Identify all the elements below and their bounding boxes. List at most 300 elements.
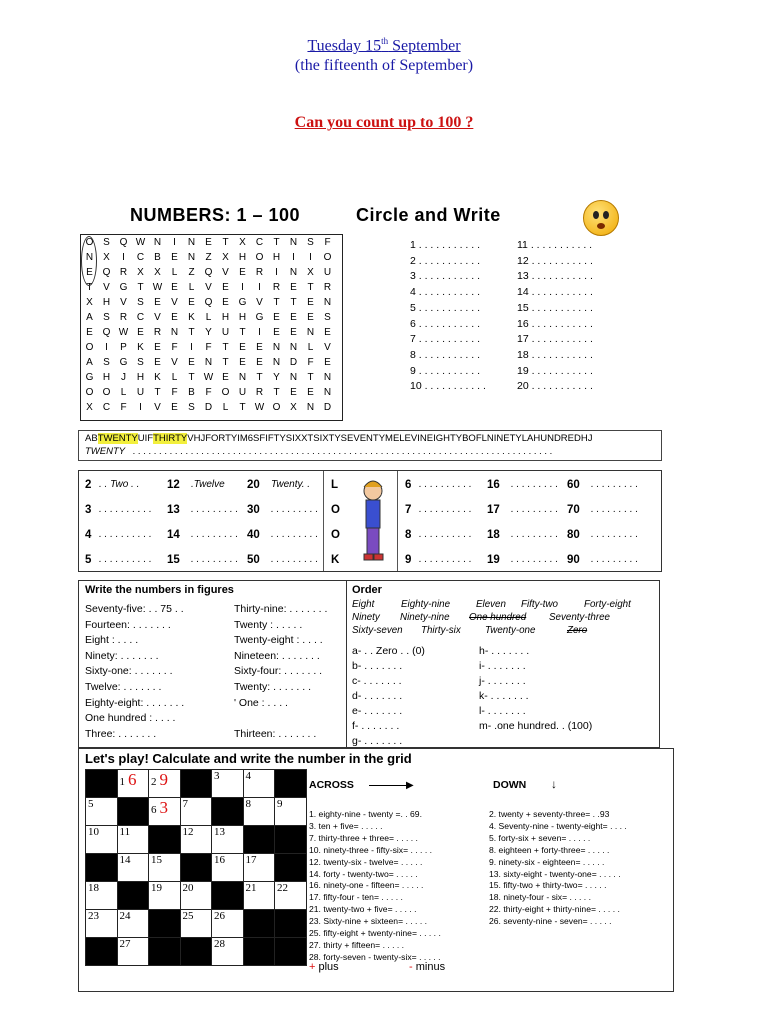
wordsearch-letter[interactable]: F — [171, 387, 178, 398]
wordsearch-letter[interactable]: X — [290, 402, 297, 413]
crossword-clue: 4. Seventy-nine - twenty-eight= . . . . — [489, 820, 627, 831]
wordsearch-letter[interactable]: X — [222, 252, 229, 263]
crossword-cell[interactable] — [212, 854, 244, 882]
wordsearch-letter[interactable]: H — [221, 312, 230, 323]
count-cell: . . . . . . . . . — [511, 554, 559, 565]
wordsearch-letter[interactable]: O — [85, 342, 94, 353]
crossword-clue-number: 1 — [119, 776, 125, 788]
text-line: k- . . . . . . . — [479, 690, 529, 702]
wordsearch-grid — [80, 234, 343, 421]
wordsearch-letter[interactable]: Y — [205, 327, 212, 338]
wordsearch-letter[interactable]: Q — [204, 297, 213, 308]
crossword-clue-number: 26 — [214, 910, 225, 922]
wordsearch-letter[interactable]: G — [85, 372, 94, 383]
wordsearch-letter[interactable]: R — [255, 387, 264, 398]
text-line: Sixty-four: . . . . . . . — [234, 665, 323, 678]
wordsearch-letter[interactable]: N — [289, 237, 298, 248]
wordsearch-letter[interactable]: W — [135, 237, 146, 248]
wordsearch-letter[interactable]: N — [238, 372, 247, 383]
wordsearch-letter[interactable]: N — [187, 252, 196, 263]
count-cell: . . . . . . . . . — [591, 504, 639, 515]
count-cell: 19 — [487, 554, 500, 566]
crossword-clue: 26. seventy-nine - seven= . . . . . — [489, 916, 612, 927]
text-line: Twenty-eight : . . . . — [234, 634, 323, 647]
crossword-cell[interactable] — [86, 798, 118, 826]
wordsearch-letter[interactable]: N — [204, 357, 213, 368]
wordsearch-letter[interactable]: E — [239, 357, 246, 368]
crossword-title: Let's play! Calculate and write the number in the grid — [85, 751, 412, 766]
wordsearch-letter[interactable]: U — [136, 387, 145, 398]
wordsearch-letter[interactable]: J — [121, 372, 126, 383]
wordsearch-letter[interactable]: E — [154, 357, 161, 368]
wordsearch-letter[interactable]: V — [171, 357, 178, 368]
wordsearch-letter[interactable]: F — [205, 387, 212, 398]
wordsearch-letter[interactable]: T — [188, 372, 195, 383]
crossword-clue-number: 28 — [214, 938, 225, 950]
strip-answer: TWENTY — [85, 446, 126, 457]
wordsearch-letter[interactable]: E — [137, 327, 144, 338]
wordsearch-letter[interactable]: R — [119, 312, 128, 323]
wordsearch-table — [81, 235, 336, 415]
wordsearch-letter[interactable]: C — [255, 237, 264, 248]
crossword-clue-number: 25 — [182, 910, 194, 922]
crossword-answer: 9 — [159, 770, 168, 789]
wordsearch-letter[interactable]: E — [171, 252, 178, 263]
crossword-grid — [85, 769, 307, 966]
wordsearch-letter[interactable]: G — [255, 312, 264, 323]
wordsearch-letter[interactable]: I — [122, 252, 125, 263]
wordsearch-letter[interactable]: O — [272, 402, 281, 413]
wordsearch-letter[interactable]: N — [289, 342, 298, 353]
wordsearch-letter[interactable]: L — [205, 312, 212, 323]
wordsearch-letter[interactable]: Q — [102, 327, 111, 338]
down-clues — [489, 809, 627, 928]
crossword-clue-number: 24 — [119, 910, 131, 922]
wordsearch-letter[interactable]: T — [222, 237, 229, 248]
wordsearch-letter[interactable]: E — [256, 357, 263, 368]
crossword-cell[interactable] — [275, 798, 307, 826]
wordsearch-letter[interactable]: I — [173, 237, 176, 248]
plus-label: plus — [318, 961, 339, 973]
wordsearch-letter[interactable]: E — [154, 342, 161, 353]
across-arrow-icon — [369, 785, 409, 786]
wordsearch-letter[interactable]: L — [171, 372, 178, 383]
wordsearch-letter[interactable]: S — [103, 237, 110, 248]
wordsearch-letter[interactable]: E — [290, 327, 297, 338]
wordsearch-letter[interactable]: E — [171, 402, 178, 413]
crossword-cell[interactable] — [180, 798, 212, 826]
count-cell: . . . . . . . . . — [511, 479, 559, 490]
wordsearch-row — [81, 325, 336, 340]
wordsearch-letter[interactable]: W — [152, 282, 163, 293]
wordsearch-letter[interactable]: E — [222, 372, 229, 383]
crossword-cell[interactable] — [212, 938, 244, 966]
wordsearch-letter[interactable]: R — [272, 282, 281, 293]
wordsearch-letter[interactable]: E — [86, 267, 93, 278]
crossword-cell[interactable] — [117, 826, 149, 854]
wordsearch-letter[interactable]: V — [222, 267, 229, 278]
wordsearch-letter[interactable]: O — [85, 237, 94, 248]
count-cell: Twenty. . — [271, 479, 311, 490]
text-line: h- . . . . . . . — [479, 645, 530, 657]
count-cell: . . . . . . . . . — [591, 479, 639, 490]
wordsearch-letter[interactable]: L — [222, 402, 229, 413]
wordsearch-letter[interactable]: I — [241, 282, 244, 293]
wordsearch-letter[interactable]: F — [120, 402, 127, 413]
wordsearch-letter[interactable]: S — [307, 237, 314, 248]
date-text: Tuesday 15 — [307, 37, 382, 55]
wordsearch-letter[interactable]: C — [136, 252, 145, 263]
text-line: Twelve: . . . . . . . — [85, 681, 162, 693]
wordsearch-letter[interactable]: V — [171, 297, 178, 308]
crossword-clue-number: 2 — [151, 776, 157, 788]
wordsearch-letter[interactable]: T — [256, 372, 263, 383]
text-line: Nineteen: . . . . . . . — [234, 649, 320, 662]
wordsearch-letter[interactable]: T — [307, 282, 314, 293]
strip-dots: . . . . . . . . . . . . . . . . . . . . . . . . . . . . . . . . . . . . . . . . . . . . . . . . . . . . . . . . . . . . . . . . . . . . . . . . . . . . . . . . — [133, 446, 553, 457]
wordsearch-letter[interactable]: F — [307, 357, 314, 368]
crossword-cell[interactable] — [149, 798, 181, 826]
count-cell: . . . . . . . . . . — [419, 529, 472, 540]
wordsearch-letter[interactable]: O — [255, 252, 264, 263]
crossword-clue: 28. forty-seven - twenty-six= . . . . . — [309, 951, 441, 962]
crossword-black-cell — [86, 938, 118, 966]
wordsearch-letter[interactable]: I — [258, 282, 261, 293]
crossword-clue: 12. twenty-six - twelve= . . . . . — [309, 856, 423, 867]
wordsearch-letter[interactable]: G — [119, 282, 128, 293]
wordsearch-row — [81, 235, 336, 250]
wordsearch-letter[interactable]: N — [323, 387, 332, 398]
down-label: DOWN — [493, 779, 527, 791]
wordsearch-letter[interactable]: E — [205, 237, 212, 248]
wordsearch-letter[interactable]: E — [171, 282, 178, 293]
crossword-black-cell — [275, 910, 307, 938]
wordsearch-letter[interactable]: F — [171, 342, 178, 353]
wordsearch-letter[interactable]: T — [86, 282, 93, 293]
wordsearch-letter[interactable]: E — [154, 297, 161, 308]
wordsearch-letter[interactable]: Q — [119, 237, 128, 248]
wordsearch-letter[interactable]: L — [307, 342, 314, 353]
wordsearch-letter[interactable]: U — [238, 387, 247, 398]
wordsearch-letter[interactable]: I — [309, 252, 312, 263]
text-line: i- . . . . . . . — [479, 660, 526, 672]
crossword-cell[interactable] — [212, 910, 244, 938]
number-list-item: 16 . . . . . . . . . . . — [517, 317, 593, 330]
wordsearch-letter[interactable]: N — [85, 252, 94, 263]
wordsearch-letter[interactable]: T — [307, 372, 314, 383]
wordsearch-letter[interactable]: N — [153, 237, 162, 248]
wordsearch-letter[interactable]: I — [292, 252, 295, 263]
wordsearch-letter[interactable]: K — [188, 312, 195, 323]
wordsearch-letter[interactable]: S — [137, 357, 144, 368]
crossword-cell[interactable] — [117, 938, 149, 966]
number-list-item: 5 . . . . . . . . . . . — [410, 301, 481, 314]
wordsearch-letter[interactable]: T — [273, 297, 280, 308]
wordsearch-letter[interactable]: Y — [273, 372, 280, 383]
wordsearch-letter[interactable]: E — [222, 282, 229, 293]
crossword-cell[interactable] — [149, 770, 181, 798]
wordsearch-letter[interactable]: E — [307, 312, 314, 323]
wordsearch-letter[interactable]: S — [103, 312, 110, 323]
wordsearch-letter[interactable]: W — [254, 402, 265, 413]
crossword-cell[interactable] — [86, 910, 118, 938]
wordsearch-letter[interactable]: T — [239, 327, 246, 338]
wordsearch-letter[interactable]: N — [306, 327, 315, 338]
wordsearch-letter[interactable]: L — [120, 387, 127, 398]
wordsearch-letter[interactable]: O — [221, 387, 230, 398]
wordsearch-letter[interactable]: E — [86, 327, 93, 338]
crossword-clue: 25. fifty-eight + twenty-nine= . . . . . — [309, 928, 441, 939]
wordsearch-letter[interactable]: E — [239, 342, 246, 353]
crossword-row — [86, 798, 307, 826]
crossword-cell[interactable] — [243, 770, 275, 798]
wordsearch-letter[interactable]: S — [188, 402, 195, 413]
wordsearch-letter[interactable]: I — [190, 342, 193, 353]
wordsearch-letter[interactable]: T — [239, 402, 246, 413]
wordsearch-letter[interactable]: U — [221, 327, 230, 338]
wordsearch-letter[interactable]: E — [171, 312, 178, 323]
wordsearch-letter[interactable]: E — [188, 357, 195, 368]
crossword-clue: 9. ninety-six - eighteen= . . . . . — [489, 856, 605, 867]
number-list-item: 8 . . . . . . . . . . . — [410, 348, 481, 361]
wordsearch-letter[interactable]: X — [137, 267, 144, 278]
wordsearch-letter[interactable]: T — [273, 387, 280, 398]
wordsearch-letter[interactable]: Q — [102, 267, 111, 278]
wordsearch-row — [81, 295, 336, 310]
wordsearch-letter[interactable]: T — [154, 387, 161, 398]
wordsearch-row — [81, 385, 336, 400]
crossword-cell[interactable] — [86, 826, 118, 854]
wordsearch-letter[interactable]: N — [187, 237, 196, 248]
count-cell: 5 — [85, 554, 92, 566]
crossword-black-cell — [212, 882, 244, 910]
wordsearch-letter[interactable]: E — [307, 387, 314, 398]
wordsearch-letter[interactable]: O — [85, 387, 94, 398]
crossword-clue-number: 17 — [245, 854, 257, 866]
count-cell: . . . . . . . . . — [271, 504, 319, 515]
wordsearch-letter[interactable]: L — [171, 267, 178, 278]
look-letter: K — [331, 554, 340, 566]
crossword-clue: 15. fifty-two + thirty-two= . . . . . — [489, 880, 607, 891]
wordsearch-letter[interactable]: X — [239, 237, 246, 248]
number-list-item: 2 . . . . . . . . . . . — [410, 254, 481, 267]
crossword-clue: 1. eighty-nine - twenty =. . 69. — [309, 809, 422, 819]
text-line: l- . . . . . . . — [479, 705, 526, 717]
crossword-cell[interactable] — [212, 770, 244, 798]
count-cell: 14 — [167, 529, 180, 541]
wordsearch-letter[interactable]: V — [154, 402, 161, 413]
wordsearch-letter[interactable]: A — [86, 312, 93, 323]
wordsearch-letter[interactable]: S — [103, 357, 110, 368]
wordsearch-letter[interactable]: O — [102, 387, 111, 398]
wordsearch-letter[interactable]: S — [137, 297, 144, 308]
text-line: Sixty-one: . . . . . . . — [85, 665, 173, 678]
count-cell: . . . . . . . . . — [271, 529, 319, 540]
wordsearch-letter[interactable]: V — [324, 342, 331, 353]
crossword-answer: 3 — [159, 798, 168, 817]
wordsearch-letter[interactable]: E — [239, 267, 246, 278]
wordsearch-letter[interactable]: E — [324, 327, 331, 338]
wordsearch-letter[interactable]: I — [139, 402, 142, 413]
wordsearch-letter[interactable]: G — [119, 357, 128, 368]
wordsearch-letter[interactable]: W — [118, 327, 129, 338]
wordsearch-letter[interactable]: X — [86, 297, 93, 308]
wordsearch-letter[interactable]: H — [102, 297, 111, 308]
wordsearch-row — [81, 370, 336, 385]
wordsearch-letter[interactable]: W — [203, 372, 214, 383]
wordsearch-letter[interactable]: G — [238, 297, 247, 308]
wordsearch-letter[interactable]: E — [273, 327, 280, 338]
plus-icon: + — [309, 961, 316, 973]
crossword-cell[interactable] — [117, 910, 149, 938]
wordsearch-letter[interactable]: H — [136, 372, 145, 383]
wordsearch-letter[interactable]: E — [290, 387, 297, 398]
wordsearch-letter[interactable]: E — [273, 312, 280, 323]
wordsearch-letter[interactable]: I — [275, 267, 278, 278]
crossword-cell[interactable] — [149, 882, 181, 910]
letter-strip — [78, 430, 662, 461]
across-clues — [309, 809, 441, 964]
wordsearch-letter[interactable]: V — [205, 282, 212, 293]
wordsearch-letter[interactable]: H — [238, 252, 247, 263]
wordsearch-letter[interactable]: N — [272, 357, 281, 368]
wordsearch-letter[interactable]: E — [290, 282, 297, 293]
crossword-cell[interactable] — [180, 910, 212, 938]
number-list-item: 9 . . . . . . . . . . . — [410, 364, 481, 377]
wordsearch-letter[interactable]: Z — [188, 267, 195, 278]
wordsearch-letter[interactable]: I — [258, 327, 261, 338]
crossword-clue-number: 21 — [245, 882, 257, 894]
crossword-cell[interactable] — [86, 882, 118, 910]
wordsearch-letter[interactable]: A — [86, 357, 93, 368]
strip-highlight-twenty: TWENTY — [97, 433, 138, 444]
crossword-black-cell — [180, 854, 212, 882]
wordsearch-letter[interactable]: Q — [204, 267, 213, 278]
wordsearch-letter[interactable]: V — [256, 297, 263, 308]
wordsearch-letter[interactable]: P — [120, 342, 127, 353]
wordsearch-letter[interactable]: X — [307, 267, 314, 278]
figures-title: Write the numbers in figures — [85, 584, 234, 596]
wordsearch-letter[interactable]: N — [272, 342, 281, 353]
wordsearch-letter[interactable]: F — [324, 237, 331, 248]
wordsearch-letter[interactable]: D — [289, 357, 298, 368]
wordsearch-letter[interactable]: E — [324, 357, 331, 368]
crossword-cell[interactable] — [117, 854, 149, 882]
wordsearch-letter[interactable]: S — [324, 312, 331, 323]
crossword-black-cell — [275, 938, 307, 966]
wordsearch-letter[interactable]: N — [289, 267, 298, 278]
wordsearch-letter[interactable]: N — [323, 297, 332, 308]
wordsearch-letter[interactable]: E — [290, 312, 297, 323]
crossword-cell[interactable] — [212, 826, 244, 854]
wordsearch-letter[interactable]: L — [188, 282, 195, 293]
wordsearch-letter[interactable]: D — [323, 402, 332, 413]
count-cell: . . . . . . . . . . — [419, 479, 472, 490]
crossword-cell[interactable] — [243, 854, 275, 882]
minus-legend — [409, 961, 445, 973]
wordsearch-letter[interactable]: T — [273, 237, 280, 248]
wordsearch-letter[interactable]: K — [154, 372, 161, 383]
wordsearch-letter[interactable]: R — [153, 327, 162, 338]
crossword-cell[interactable] — [275, 882, 307, 910]
wordsearch-letter[interactable]: T — [222, 357, 229, 368]
wordsearch-letter[interactable]: N — [289, 372, 298, 383]
crossword-cell[interactable] — [117, 770, 149, 798]
wordsearch-letter[interactable]: R — [323, 282, 332, 293]
wordsearch-letter[interactable]: N — [170, 327, 179, 338]
wordsearch-letter[interactable]: R — [119, 267, 128, 278]
wordsearch-letter[interactable]: F — [205, 342, 212, 353]
crossword-clue: 13. sixty-eight - twenty-one= . . . . . — [489, 868, 621, 879]
look-letter: O — [331, 529, 340, 541]
strip-middle: UIF — [137, 433, 154, 444]
wordsearch-letter[interactable]: B — [154, 252, 161, 263]
wordsearch-letter[interactable]: H — [272, 252, 281, 263]
wordsearch-letter[interactable]: H — [102, 372, 111, 383]
wordsearch-letter[interactable]: T — [290, 297, 297, 308]
wordsearch-letter[interactable]: C — [136, 312, 145, 323]
wordsearch-letter[interactable]: Z — [205, 252, 212, 263]
crossword-black-cell — [243, 826, 275, 854]
count-cell: 2 — [85, 479, 92, 491]
wordsearch-letter[interactable]: T — [222, 342, 229, 353]
wordsearch-letter[interactable]: V — [120, 297, 127, 308]
crossword-cell[interactable] — [149, 854, 181, 882]
text-line: m- .one hundred. . (100) — [479, 720, 593, 732]
wordsearch-letter[interactable]: T — [137, 282, 144, 293]
number-list-item: 10 . . . . . . . . . . . — [410, 380, 486, 393]
wordsearch-letter[interactable]: X — [86, 402, 93, 413]
wordsearch-letter[interactable]: X — [103, 252, 110, 263]
wordsearch-letter[interactable]: C — [102, 402, 111, 413]
crossword-clue-number: 14 — [119, 854, 131, 866]
wordsearch-letter[interactable]: E — [256, 342, 263, 353]
wordsearch-letter[interactable]: R — [255, 267, 264, 278]
wordsearch-letter[interactable]: E — [188, 297, 195, 308]
letter-strip-text — [85, 433, 592, 444]
wordsearch-letter[interactable]: N — [306, 402, 315, 413]
wordsearch-letter[interactable]: V — [154, 312, 161, 323]
wordsearch-row — [81, 355, 336, 370]
wordsearch-letter[interactable]: E — [222, 297, 229, 308]
wordsearch-letter[interactable]: K — [137, 342, 144, 353]
text-line: j- . . . . . . . — [479, 675, 526, 687]
wordsearch-letter[interactable]: X — [154, 267, 161, 278]
wordsearch-letter[interactable]: H — [238, 312, 247, 323]
wordsearch-letter[interactable]: N — [323, 372, 332, 383]
wordsearch-letter[interactable]: V — [103, 282, 110, 293]
count-cell: . . . . . . . . . — [191, 529, 239, 540]
wordsearch-letter[interactable]: B — [188, 387, 195, 398]
wordsearch-letter[interactable]: E — [307, 297, 314, 308]
wordsearch-letter[interactable]: D — [204, 402, 213, 413]
text-line: a- . . Zero . . (0) — [352, 645, 425, 657]
crossword-cell[interactable] — [243, 798, 275, 826]
crossword-cell[interactable] — [180, 882, 212, 910]
order-word: Eight — [352, 599, 375, 610]
crossword-cell[interactable] — [243, 882, 275, 910]
crossword-row — [86, 770, 307, 798]
wordsearch-letter[interactable]: U — [323, 267, 332, 278]
text-line: Fourteen: . . . . . . . — [85, 618, 171, 631]
number-list-item: 14 . . . . . . . . . . . — [517, 286, 593, 299]
text-line: e- . . . . . . . — [352, 705, 403, 717]
wordsearch-letter[interactable]: T — [188, 327, 195, 338]
wordsearch-letter[interactable]: O — [323, 252, 332, 263]
number-list-right — [517, 238, 593, 395]
crossword-cell[interactable] — [180, 826, 212, 854]
wordsearch-letter[interactable]: I — [105, 342, 108, 353]
